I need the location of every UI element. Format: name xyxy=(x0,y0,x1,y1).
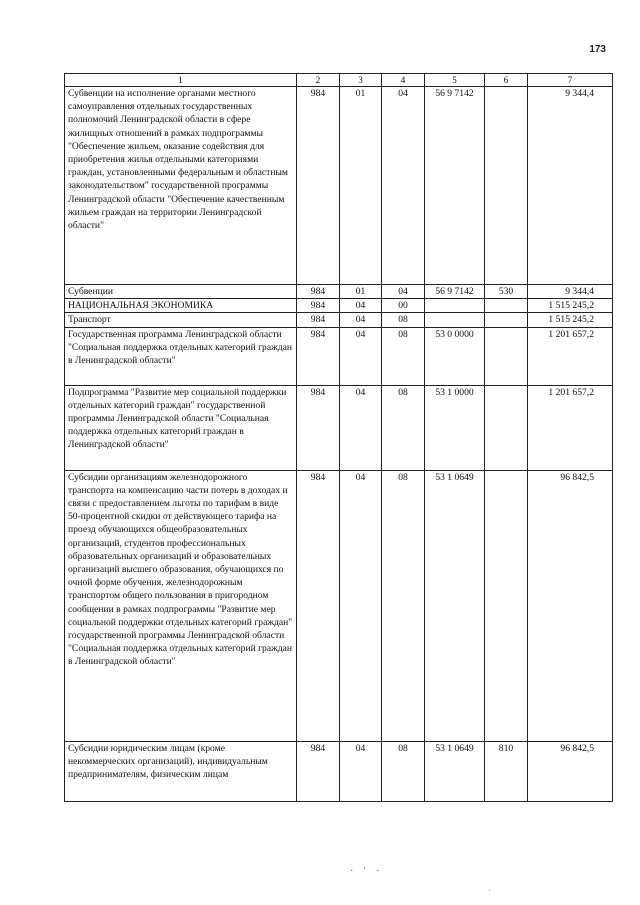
cell-target: 53 1 0000 xyxy=(425,385,485,470)
row-description: Подпрограмма "Развитие мер социальной поддержки отдельных категорий граждан" государственной программы Ленинградской области "Социальная поддержка отдельных категорий граждан в Ленинградской области" xyxy=(65,385,297,470)
table-row xyxy=(65,299,613,313)
scan-specks: · ' · xyxy=(350,866,384,877)
cell-amount: 1 201 657,2 xyxy=(528,327,613,385)
header-cell: 7 xyxy=(528,74,613,87)
header-cell: 2 xyxy=(297,74,340,87)
cell-expense-type xyxy=(485,87,528,285)
cell-target xyxy=(425,299,485,313)
cell-subsection: 08 xyxy=(382,741,425,801)
row-description: НАЦИОНАЛЬНАЯ ЭКОНОМИКА xyxy=(65,299,297,313)
cell-section: 04 xyxy=(340,313,382,327)
page-number: 173 xyxy=(589,44,606,55)
cell-target: 56 9 7142 xyxy=(425,87,485,285)
cell-section: 04 xyxy=(340,470,382,741)
cell-target xyxy=(425,313,485,327)
table-row xyxy=(65,741,613,801)
cell-subsection: 04 xyxy=(382,285,425,299)
cell-amount: 9 344,4 xyxy=(528,87,613,285)
cell-amount: 1 201 657,2 xyxy=(528,385,613,470)
cell-code: 984 xyxy=(297,470,340,741)
cell-amount: 96 842,5 xyxy=(528,741,613,801)
header-cell: 1 xyxy=(65,74,297,87)
cell-section: 01 xyxy=(340,285,382,299)
scan-speck: · xyxy=(488,886,491,895)
cell-code: 984 xyxy=(297,741,340,801)
header-row xyxy=(65,74,613,87)
cell-section: 01 xyxy=(340,87,382,285)
cell-target: 56 9 7142 xyxy=(425,285,485,299)
table-row xyxy=(65,470,613,741)
header-cell: 6 xyxy=(485,74,528,87)
cell-code: 984 xyxy=(297,87,340,285)
row-description: Государственная программа Ленинградской области "Социальная поддержка отдельных категорий граждан в Ленинградской области" xyxy=(65,327,297,385)
header-cell: 5 xyxy=(425,74,485,87)
cell-section: 04 xyxy=(340,741,382,801)
table-row xyxy=(65,285,613,299)
cell-code: 984 xyxy=(297,299,340,313)
cell-section: 04 xyxy=(340,299,382,313)
cell-code: 984 xyxy=(297,385,340,470)
cell-amount: 9 344,4 xyxy=(528,285,613,299)
row-description: Транспорт xyxy=(65,313,297,327)
cell-expense-type xyxy=(485,299,528,313)
cell-target: 53 1 0649 xyxy=(425,470,485,741)
budget-table xyxy=(64,73,613,802)
cell-target: 53 1 0649 xyxy=(425,741,485,801)
row-description: Субсидии организациям железнодорожного транспорта на компенсацию части потерь в доходах и связи с предоставлением льготы по тарифам в виде 50-процентной скидки от действующего тарифа на проезд обучающихся общеобразовательных организаций, студентов профессиональных образовательных организаций и образовательных организаций высшего образования, обучающихся по очной форме обучения, железнодорожным транспортом общего пользования в пригородном сообщении в рамках подпрограммы "Развитие мер социальной поддержки отдельных категорий граждан" государственной программы Ленинградской области "Социальная поддержка отдельных категорий граждан в Ленинградской области" xyxy=(65,470,297,741)
cell-code: 984 xyxy=(297,313,340,327)
cell-subsection: 08 xyxy=(382,470,425,741)
table-row xyxy=(65,87,613,285)
cell-amount: 1 515 245,2 xyxy=(528,313,613,327)
table-row xyxy=(65,313,613,327)
header-cell: 3 xyxy=(340,74,382,87)
header-cell: 4 xyxy=(382,74,425,87)
cell-subsection: 00 xyxy=(382,299,425,313)
row-description: Субвенции на исполнение органами местного самоуправления отдельных государственных полномочий Ленинградской области в сфере жилищных отношений в рамках подпрограммы "Обеспечение жильем, оказание содействия для приобретения жилья отдельными категориями граждан, установленными федеральным и областным законодательством" государственной программы Ленинградской области "Обеспечение качественным жильем граждан на территории Ленинградской области" xyxy=(65,87,297,285)
row-description: Субсидии юридическим лицам (кроме некоммерческих организаций), индивидуальным предпринимателям, физическим лицам xyxy=(65,741,297,801)
cell-subsection: 08 xyxy=(382,313,425,327)
cell-section: 04 xyxy=(340,327,382,385)
cell-target: 53 0 0000 xyxy=(425,327,485,385)
cell-expense-type: 530 xyxy=(485,285,528,299)
cell-code: 984 xyxy=(297,327,340,385)
table-row xyxy=(65,385,613,470)
cell-expense-type xyxy=(485,470,528,741)
row-description: Субвенции xyxy=(65,285,297,299)
cell-expense-type: 810 xyxy=(485,741,528,801)
cell-subsection: 08 xyxy=(382,385,425,470)
cell-expense-type xyxy=(485,327,528,385)
cell-subsection: 04 xyxy=(382,87,425,285)
table-row xyxy=(65,327,613,385)
cell-expense-type xyxy=(485,313,528,327)
cell-section: 04 xyxy=(340,385,382,470)
cell-amount: 96 842,5 xyxy=(528,470,613,741)
cell-code: 984 xyxy=(297,285,340,299)
cell-amount: 1 515 245,2 xyxy=(528,299,613,313)
cell-expense-type xyxy=(485,385,528,470)
cell-subsection: 08 xyxy=(382,327,425,385)
